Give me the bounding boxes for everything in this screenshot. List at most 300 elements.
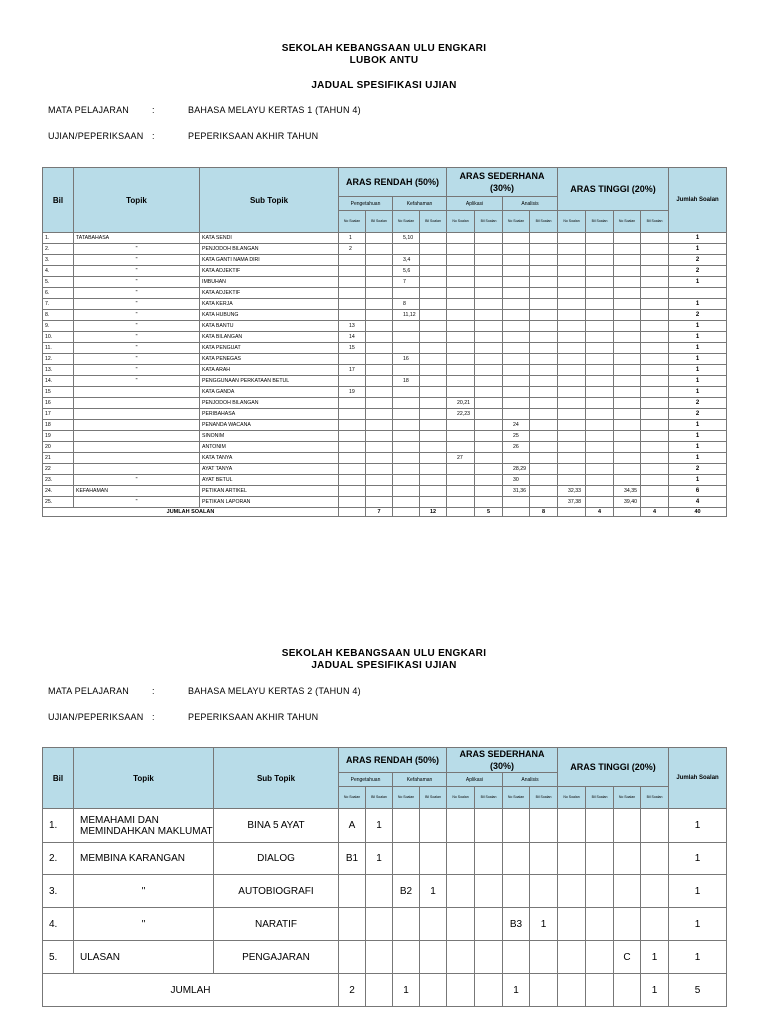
row-sub-topik: KATA KERJA (200, 299, 339, 310)
table-cell (558, 321, 586, 332)
spec-table-2 (42, 747, 727, 1007)
row-topik (74, 464, 200, 475)
table-cell (366, 233, 393, 244)
table-cell (447, 941, 475, 974)
table-row (43, 255, 727, 266)
table-cell (530, 288, 558, 299)
table-cell (614, 442, 641, 453)
table-cell (366, 387, 393, 398)
row-topik: " (74, 332, 200, 343)
row-sub-topik: AYAT TANYA (200, 464, 339, 475)
table-cell: B2 (393, 875, 420, 908)
table-cell (475, 277, 503, 288)
table-cell (614, 387, 641, 398)
table-cell (339, 266, 366, 277)
table-cell (420, 941, 447, 974)
table-cell (447, 354, 475, 365)
table-cell (366, 266, 393, 277)
table-cell (614, 266, 641, 277)
row-jumlah: 1 (669, 453, 727, 464)
table-cell (475, 255, 503, 266)
header-no-soalan: No Soalan (558, 211, 586, 233)
row-bil: 7. (43, 299, 74, 310)
table-cell (586, 310, 614, 321)
row-topik: " (74, 266, 200, 277)
table-cell (339, 277, 366, 288)
header-aras-rendah: ARAS RENDAH (50%) (339, 168, 447, 197)
table-cell (475, 299, 503, 310)
table-cell: C (614, 941, 641, 974)
table-cell (586, 486, 614, 497)
table-cell (447, 310, 475, 321)
row-topik: " (74, 343, 200, 354)
table-cell (366, 288, 393, 299)
header-no-soalan-2: No Soalan (614, 787, 641, 809)
table-cell (614, 464, 641, 475)
table-cell (393, 908, 420, 941)
subject-label-1: MATA PELAJARAN (48, 105, 129, 115)
row-jumlah: 2 (669, 310, 727, 321)
row-jumlah: 2 (669, 409, 727, 420)
table-cell (366, 277, 393, 288)
table-cell (530, 310, 558, 321)
table-cell: 2 (339, 244, 366, 255)
header-aras-sederhana-2: ARAS SEDERHANA (30%) (447, 748, 558, 773)
table-cell: 32,33 (558, 486, 586, 497)
table-cell (447, 387, 475, 398)
table-cell (641, 908, 669, 941)
table-row (43, 310, 727, 321)
table-row (43, 843, 727, 875)
table-cell (530, 442, 558, 453)
doc-subtitle-1: JADUAL SPESIFIKASI UJIAN (311, 80, 457, 91)
table-cell (366, 376, 393, 387)
table-cell (339, 453, 366, 464)
table-cell (420, 809, 447, 843)
row-bil: 11. (43, 343, 74, 354)
table-cell (475, 941, 503, 974)
exam-label-1: UJIAN/PEPERIKSAAN (48, 131, 144, 141)
total-cell (614, 508, 641, 517)
table-cell (586, 288, 614, 299)
table-cell: B3 (503, 908, 530, 941)
table-cell (475, 365, 503, 376)
table-cell (366, 343, 393, 354)
table-cell: 27 (447, 453, 475, 464)
table-cell (614, 376, 641, 387)
table-cell (420, 464, 447, 475)
table-cell (420, 376, 447, 387)
table-cell (586, 244, 614, 255)
table-cell (393, 475, 420, 486)
total-cell (614, 974, 641, 1007)
row-bil: 9. (43, 321, 74, 332)
table-cell (558, 376, 586, 387)
table-row (43, 343, 727, 354)
total-cell (558, 508, 586, 517)
table-cell (420, 486, 447, 497)
table-cell (447, 442, 475, 453)
table-cell: 30 (503, 475, 530, 486)
row-topik (74, 453, 200, 464)
table-row (43, 453, 727, 464)
table-cell (530, 464, 558, 475)
header-aplikasi-2: Aplikasi (447, 773, 503, 787)
header-bil-soalan: Bil Soalan (641, 211, 669, 233)
table-cell (641, 875, 669, 908)
table-row (43, 398, 727, 409)
header-bil: Bil (43, 168, 74, 233)
table-cell (339, 431, 366, 442)
table-cell (393, 941, 420, 974)
table-cell: 34,35 (614, 486, 641, 497)
total-label-2: JUMLAH (43, 974, 339, 1007)
table-cell (475, 409, 503, 420)
table-cell (393, 332, 420, 343)
row-topik: MEMBINA KARANGAN (74, 843, 214, 875)
table-cell (366, 255, 393, 266)
table-cell (586, 255, 614, 266)
table-cell (339, 310, 366, 321)
row-bil: 21 (43, 453, 74, 464)
row-sub-topik: ANTONIM (200, 442, 339, 453)
table-cell (586, 843, 614, 875)
table-cell (503, 288, 530, 299)
table-cell: 1 (641, 941, 669, 974)
header-no-soalan: No Soalan (614, 211, 641, 233)
table-cell (586, 398, 614, 409)
header-jumlah-soalan: Jumlah Soalan (669, 168, 727, 233)
header-topik: Topik (74, 168, 200, 233)
table-cell (339, 299, 366, 310)
row-sub-topik: KATA GANDA (200, 387, 339, 398)
table-cell (420, 266, 447, 277)
row-sub-topik: DIALOG (214, 843, 339, 875)
header-bil-soalan-2: Bil Soalan (530, 787, 558, 809)
table-row (43, 941, 727, 974)
row-topik: " (74, 875, 214, 908)
table-cell (366, 332, 393, 343)
table-cell (475, 233, 503, 244)
header-bil-soalan: Bil Soalan (475, 211, 503, 233)
table-cell (641, 475, 669, 486)
row-bil: 6. (43, 288, 74, 299)
table-cell (447, 255, 475, 266)
row-bil: 19 (43, 431, 74, 442)
row-jumlah: 1 (669, 843, 727, 875)
table-cell (558, 288, 586, 299)
table-cell (530, 809, 558, 843)
table-cell (558, 365, 586, 376)
row-jumlah (669, 288, 727, 299)
table-cell (475, 244, 503, 255)
table-cell (641, 299, 669, 310)
header-bil-soalan-2: Bil Soalan (586, 787, 614, 809)
table-cell (475, 486, 503, 497)
table-cell (614, 420, 641, 431)
header-topik-2: Topik (74, 748, 214, 809)
table-cell (447, 365, 475, 376)
table-row (43, 376, 727, 387)
row-jumlah: 1 (669, 941, 727, 974)
table-cell (475, 453, 503, 464)
table-row (43, 431, 727, 442)
table-cell (641, 387, 669, 398)
table-cell (586, 266, 614, 277)
table-cell (614, 875, 641, 908)
header-no-soalan: No Soalan (393, 211, 420, 233)
table-cell (420, 310, 447, 321)
table-cell (475, 354, 503, 365)
table-cell (641, 497, 669, 508)
row-bil: 10. (43, 332, 74, 343)
table-cell: 24 (503, 420, 530, 431)
table-cell (558, 475, 586, 486)
table-cell (339, 908, 366, 941)
total-cell: 1 (393, 974, 420, 1007)
row-jumlah: 1 (669, 332, 727, 343)
table-cell (558, 453, 586, 464)
table-cell (503, 809, 530, 843)
row-bil: 17 (43, 409, 74, 420)
table-cell (586, 908, 614, 941)
total-cell (586, 974, 614, 1007)
row-bil: 8. (43, 310, 74, 321)
row-jumlah: 1 (669, 387, 727, 398)
table-cell (614, 321, 641, 332)
table-cell (558, 843, 586, 875)
table-cell (558, 244, 586, 255)
table-cell (586, 497, 614, 508)
subject-colon-2: : (152, 686, 155, 696)
table-row (43, 332, 727, 343)
table-cell (420, 365, 447, 376)
table-cell (339, 409, 366, 420)
total-cell: 4 (641, 508, 669, 517)
header-sub-topik-2: Sub Topik (214, 748, 339, 809)
table-cell (420, 299, 447, 310)
total-cell (420, 974, 447, 1007)
total-cell (366, 974, 393, 1007)
row-bil: 3. (43, 255, 74, 266)
table-cell (420, 343, 447, 354)
table-cell (558, 299, 586, 310)
table-cell (475, 809, 503, 843)
table-row (43, 321, 727, 332)
table-cell (641, 843, 669, 875)
table-row (43, 354, 727, 365)
table-cell (558, 332, 586, 343)
row-bil: 4. (43, 908, 74, 941)
exam-value-2: PEPERIKSAAN AKHIR TAHUN (188, 712, 319, 722)
table-cell (447, 332, 475, 343)
header-kefahaman-2: Kefahaman (393, 773, 447, 787)
table-cell (530, 266, 558, 277)
table-cell (641, 420, 669, 431)
table-cell (641, 255, 669, 266)
row-topik: TATABAHASA (74, 233, 200, 244)
table-cell (586, 354, 614, 365)
table-cell (393, 453, 420, 464)
row-sub-topik: KATA TANYA (200, 453, 339, 464)
row-bil: 15 (43, 387, 74, 398)
table-cell (641, 266, 669, 277)
table-cell (503, 453, 530, 464)
table-cell (641, 464, 669, 475)
table-cell (420, 497, 447, 508)
table-cell (393, 244, 420, 255)
table-cell: 5,10 (393, 233, 420, 244)
total-cell: 5 (669, 974, 727, 1007)
table-cell (530, 277, 558, 288)
table-cell (586, 376, 614, 387)
row-sub-topik: PETIKAN ARTIKEL (200, 486, 339, 497)
table-cell (420, 420, 447, 431)
table-cell (530, 332, 558, 343)
table-cell (530, 376, 558, 387)
total-cell (339, 508, 366, 517)
row-topik (74, 387, 200, 398)
row-jumlah: 1 (669, 431, 727, 442)
header-bil-2: Bil (43, 748, 74, 809)
header-analisis: Analisis (503, 197, 558, 211)
table-cell (503, 244, 530, 255)
row-bil: 5. (43, 941, 74, 974)
table-cell (586, 332, 614, 343)
row-sub-topik: KATA BILANGAN (200, 332, 339, 343)
total-cell (447, 974, 475, 1007)
row-jumlah: 1 (669, 321, 727, 332)
table-cell (393, 464, 420, 475)
row-sub-topik: PETIKAN LAPORAN (200, 497, 339, 508)
table-cell (366, 321, 393, 332)
table-cell (447, 321, 475, 332)
total-cell: 1 (641, 974, 669, 1007)
table-cell (339, 875, 366, 908)
row-sub-topik: PERIBAHASA (200, 409, 339, 420)
row-topik: " (74, 310, 200, 321)
table-cell (586, 941, 614, 974)
row-jumlah: 6 (669, 486, 727, 497)
table-cell (641, 233, 669, 244)
table-cell: B1 (339, 843, 366, 875)
table-cell (641, 376, 669, 387)
table-cell (475, 431, 503, 442)
table-cell (393, 431, 420, 442)
total-cell: 40 (669, 508, 727, 517)
row-jumlah: 1 (669, 376, 727, 387)
table-cell (530, 843, 558, 875)
table-cell (447, 288, 475, 299)
table-cell (586, 387, 614, 398)
table-row (43, 875, 727, 908)
table-cell (475, 398, 503, 409)
school-name-2: SEKOLAH KEBANGSAAN ULU ENGKARI (281, 648, 487, 659)
row-bil: 14. (43, 376, 74, 387)
table-row (43, 409, 727, 420)
table-cell (503, 299, 530, 310)
table-cell (586, 453, 614, 464)
table-cell: 3,4 (393, 255, 420, 266)
row-sub-topik: IMBUHAN (200, 277, 339, 288)
header-no-soalan-2: No Soalan (447, 787, 475, 809)
table-cell (614, 233, 641, 244)
table-row (43, 288, 727, 299)
row-sub-topik: KATA BANTU (200, 321, 339, 332)
header-no-soalan-2: No Soalan (393, 787, 420, 809)
table-cell (614, 431, 641, 442)
table-cell (393, 442, 420, 453)
table-row (43, 266, 727, 277)
header-aplikasi: Aplikasi (447, 197, 503, 211)
row-topik (74, 409, 200, 420)
table-cell (530, 321, 558, 332)
total-cell (530, 974, 558, 1007)
table-cell (475, 288, 503, 299)
row-bil: 3. (43, 875, 74, 908)
header-bil-soalan-2: Bil Soalan (420, 787, 447, 809)
header-analisis-2: Analisis (503, 773, 558, 787)
table-cell (503, 376, 530, 387)
table-cell (339, 288, 366, 299)
total-cell (558, 974, 586, 1007)
row-sub-topik: KATA ARAH (200, 365, 339, 376)
table-cell (475, 475, 503, 486)
table-row (43, 299, 727, 310)
row-bil: 23. (43, 475, 74, 486)
table-cell (366, 409, 393, 420)
table-cell (447, 233, 475, 244)
row-jumlah: 1 (669, 354, 727, 365)
row-topik: ULASAN (74, 941, 214, 974)
table-cell (420, 453, 447, 464)
table-cell (614, 475, 641, 486)
row-sub-topik: SINONIM (200, 431, 339, 442)
table-cell (366, 486, 393, 497)
row-jumlah: 4 (669, 497, 727, 508)
table-cell (503, 233, 530, 244)
table-cell: 1 (420, 875, 447, 908)
table-cell (558, 255, 586, 266)
row-bil: 12. (43, 354, 74, 365)
table-cell (503, 266, 530, 277)
row-bil: 13. (43, 365, 74, 376)
table-cell (339, 497, 366, 508)
total-cell: 8 (530, 508, 558, 517)
table-cell (614, 277, 641, 288)
total-cell (447, 508, 475, 517)
table-cell: 25 (503, 431, 530, 442)
row-bil: 24. (43, 486, 74, 497)
doc-subtitle-2: JADUAL SPESIFIKASI UJIAN (311, 660, 457, 671)
row-sub-topik: PENGGUNAAN PERKATAAN BETUL (200, 376, 339, 387)
row-jumlah: 2 (669, 255, 727, 266)
exam-label-2: UJIAN/PEPERIKSAAN (48, 712, 144, 722)
row-jumlah: 1 (669, 299, 727, 310)
table-cell (503, 321, 530, 332)
header-bil-soalan: Bil Soalan (366, 211, 393, 233)
table-cell (366, 310, 393, 321)
header-bil-soalan-2: Bil Soalan (641, 787, 669, 809)
total-cell: 1 (503, 974, 530, 1007)
row-sub-topik: AYAT BETUL (200, 475, 339, 486)
table-cell (614, 288, 641, 299)
table-cell (586, 875, 614, 908)
header-aras-rendah-2: ARAS RENDAH (50%) (339, 748, 447, 773)
table-cell (558, 875, 586, 908)
table-cell (614, 255, 641, 266)
table-cell (503, 277, 530, 288)
